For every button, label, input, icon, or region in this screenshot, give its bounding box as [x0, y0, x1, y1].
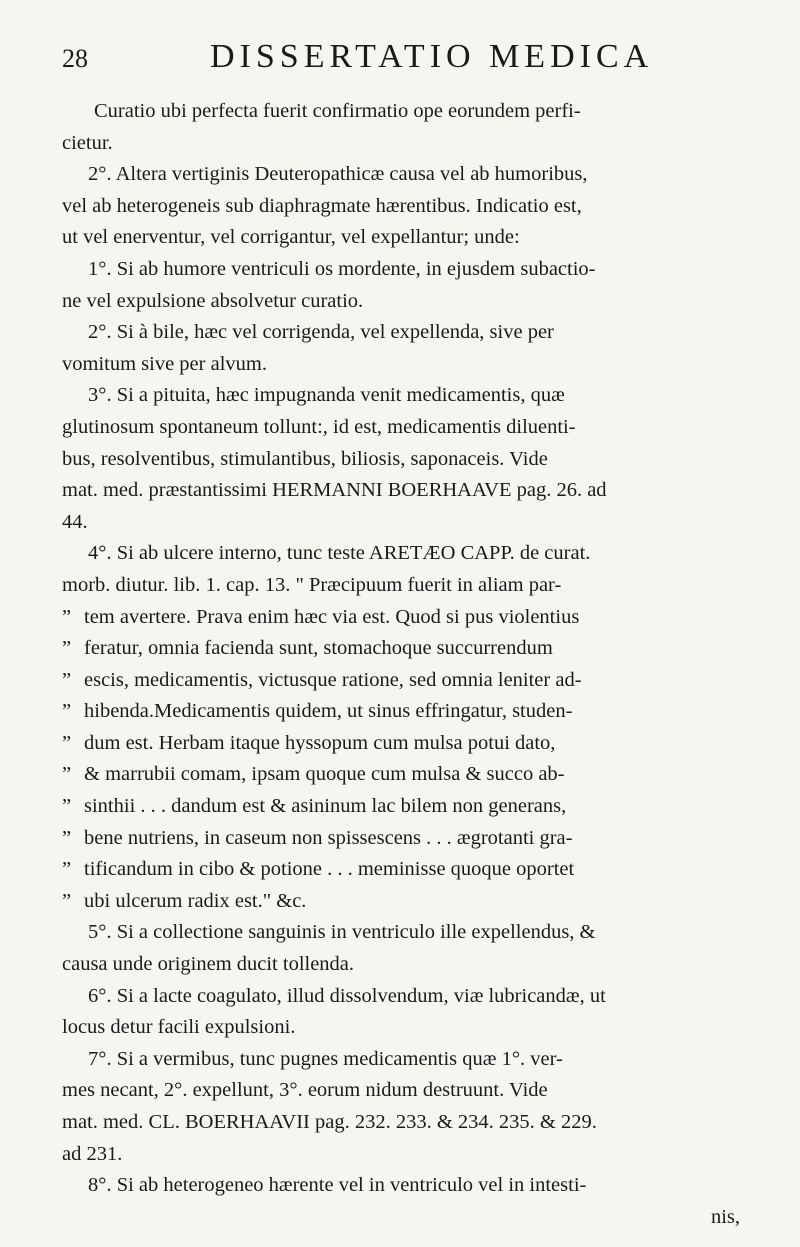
text-line — [62, 1044, 756, 1076]
text-line-content: tem avertere. Prava enim hæc via est. Quod si pus violentius — [84, 605, 580, 628]
text-line — [62, 886, 756, 918]
text-line — [62, 349, 756, 381]
text-line-content: 3°. Si a pituita, hæc impugnanda venit medicamentis, quæ — [88, 384, 565, 407]
text-line-content: glutinosum spontaneum tollunt:, id est, medicamentis diluenti- — [62, 415, 576, 438]
text-line — [62, 728, 756, 760]
quote-mark: ” — [62, 763, 72, 786]
text-line-content: ad 231. — [62, 1142, 123, 1165]
text-line — [62, 128, 756, 160]
text-line — [62, 412, 756, 444]
text-line — [62, 317, 756, 349]
quote-mark: ” — [62, 605, 72, 628]
text-line-content: cietur. — [62, 131, 113, 154]
quote-mark: ” — [62, 858, 72, 881]
text-line-content: 7°. Si a vermibus, tunc pugnes medicamentis quæ 1°. ver- — [88, 1047, 563, 1070]
text-line-content: bene nutriens, in caseum non spissescens . . . ægrotanti gra- — [84, 826, 573, 849]
text-line-content: hibenda.Medicamentis quidem, ut sinus effringatur, studen- — [84, 700, 573, 723]
text-line-content: ut vel enerventur, vel corrigantur, vel expellantur; unde: — [62, 226, 520, 249]
text-line-content: mat. med. præstantissimi HERMANNI BOERHAAVE pag. 26. ad — [62, 479, 607, 502]
text-line-content: 6°. Si a lacte coagulato, illud dissolvendum, viæ lubricandæ, ut — [88, 984, 606, 1007]
quote-mark: ” — [62, 668, 72, 691]
text-line — [62, 1075, 756, 1107]
text-line — [62, 538, 756, 570]
text-line-content: & marrubii comam, ipsam quoque cum mulsa & succo ab- — [84, 763, 565, 786]
text-line-content: feratur, omnia facienda sunt, stomachoque succurrendum — [84, 637, 553, 660]
running-title: DISSERTATIO MEDICA — [210, 38, 654, 75]
text-line-content: bus, resolventibus, stimulantibus, biliosis, saponaceis. Vide — [62, 447, 548, 470]
text-line — [62, 602, 756, 634]
page-header — [62, 38, 742, 88]
text-line — [62, 917, 756, 949]
text-line-content: causa unde originem ducit tollenda. — [62, 953, 355, 976]
text-line-content: escis, medicamentis, victusque ratione, sed omnia leniter ad- — [84, 668, 582, 691]
text-line — [62, 286, 756, 318]
text-line — [62, 507, 756, 539]
text-line — [62, 159, 756, 191]
text-line-content: morb. diutur. lib. 1. cap. 13. " Præcipuum fuerit in aliam par- — [62, 573, 562, 596]
text-line-content: locus detur facili expulsioni. — [62, 1016, 296, 1039]
text-line-content: mes necant, 2°. expellunt, 3°. eorum nidum destruunt. Vide — [62, 1079, 548, 1102]
text-line-content: Curatio ubi perfecta fuerit confirmatio ope eorundem perfi- — [94, 100, 581, 122]
text-line-content: sinthii . . . dandum est & asininum lac bilem non generans, — [84, 795, 567, 818]
text-line — [62, 759, 756, 791]
text-line — [62, 854, 756, 886]
body-text — [62, 96, 756, 1233]
text-line — [62, 1012, 756, 1044]
quote-mark: ” — [62, 637, 72, 660]
quote-mark: ” — [62, 731, 72, 754]
text-line-content: 1°. Si ab humore ventriculi os mordente, in ejusdem subactio- — [88, 257, 596, 280]
quote-mark: ” — [62, 700, 72, 723]
text-line-content: ubi ulcerum radix est." &c. — [84, 889, 307, 912]
text-line — [62, 823, 756, 855]
text-line-content: 44. — [62, 510, 88, 533]
quote-mark: ” — [62, 889, 72, 912]
text-line-content: mat. med. CL. BOERHAAVII pag. 232. 233. & 234. 235. & 229. — [62, 1111, 597, 1133]
text-line — [62, 1107, 756, 1139]
text-line-content: 8°. Si ab heterogeneo hærente vel in ventriculo vel in intesti- — [88, 1174, 587, 1197]
page-number: 28 — [62, 44, 88, 73]
text-line — [62, 696, 756, 728]
text-line — [62, 254, 756, 286]
text-line — [62, 570, 756, 602]
text-line — [62, 981, 756, 1013]
text-line — [62, 949, 756, 981]
text-line — [62, 475, 756, 507]
text-line — [62, 96, 756, 128]
text-line-content: 2°. Si à bile, hæc vel corrigenda, vel expellenda, sive per — [88, 321, 554, 344]
text-line — [62, 191, 756, 223]
text-line-content: tificandum in cibo & potione . . . meminisse quoque oportet — [84, 858, 575, 881]
quote-mark: ” — [62, 795, 72, 818]
text-line-content: ne vel expulsione absolvetur curatio. — [62, 289, 364, 312]
quote-mark: ” — [62, 826, 72, 849]
text-line-content: nis, — [710, 1205, 740, 1228]
text-line-content: 2°. Altera vertiginis Deuteropathicæ causa vel ab humoribus, — [88, 163, 588, 186]
text-line — [62, 222, 756, 254]
text-line — [62, 1170, 756, 1202]
text-line — [62, 1202, 756, 1234]
text-line-content: vel ab heterogeneis sub diaphragmate hærentibus. Indicatio est, — [62, 194, 582, 217]
text-line — [62, 1139, 756, 1171]
text-line-content: 5°. Si a collectione sanguinis in ventriculo ille expellendus, & — [88, 921, 596, 944]
text-line — [62, 380, 756, 412]
text-line — [62, 791, 756, 823]
text-line-content: dum est. Herbam itaque hyssopum cum mulsa potui dato, — [84, 731, 556, 754]
text-line-content: 4°. Si ab ulcere interno, tunc teste ARETÆO CAPP. de curat. — [88, 542, 591, 565]
text-line — [62, 444, 756, 476]
text-line-content: vomitum sive per alvum. — [62, 352, 267, 375]
text-line — [62, 665, 756, 697]
text-line — [62, 633, 756, 665]
